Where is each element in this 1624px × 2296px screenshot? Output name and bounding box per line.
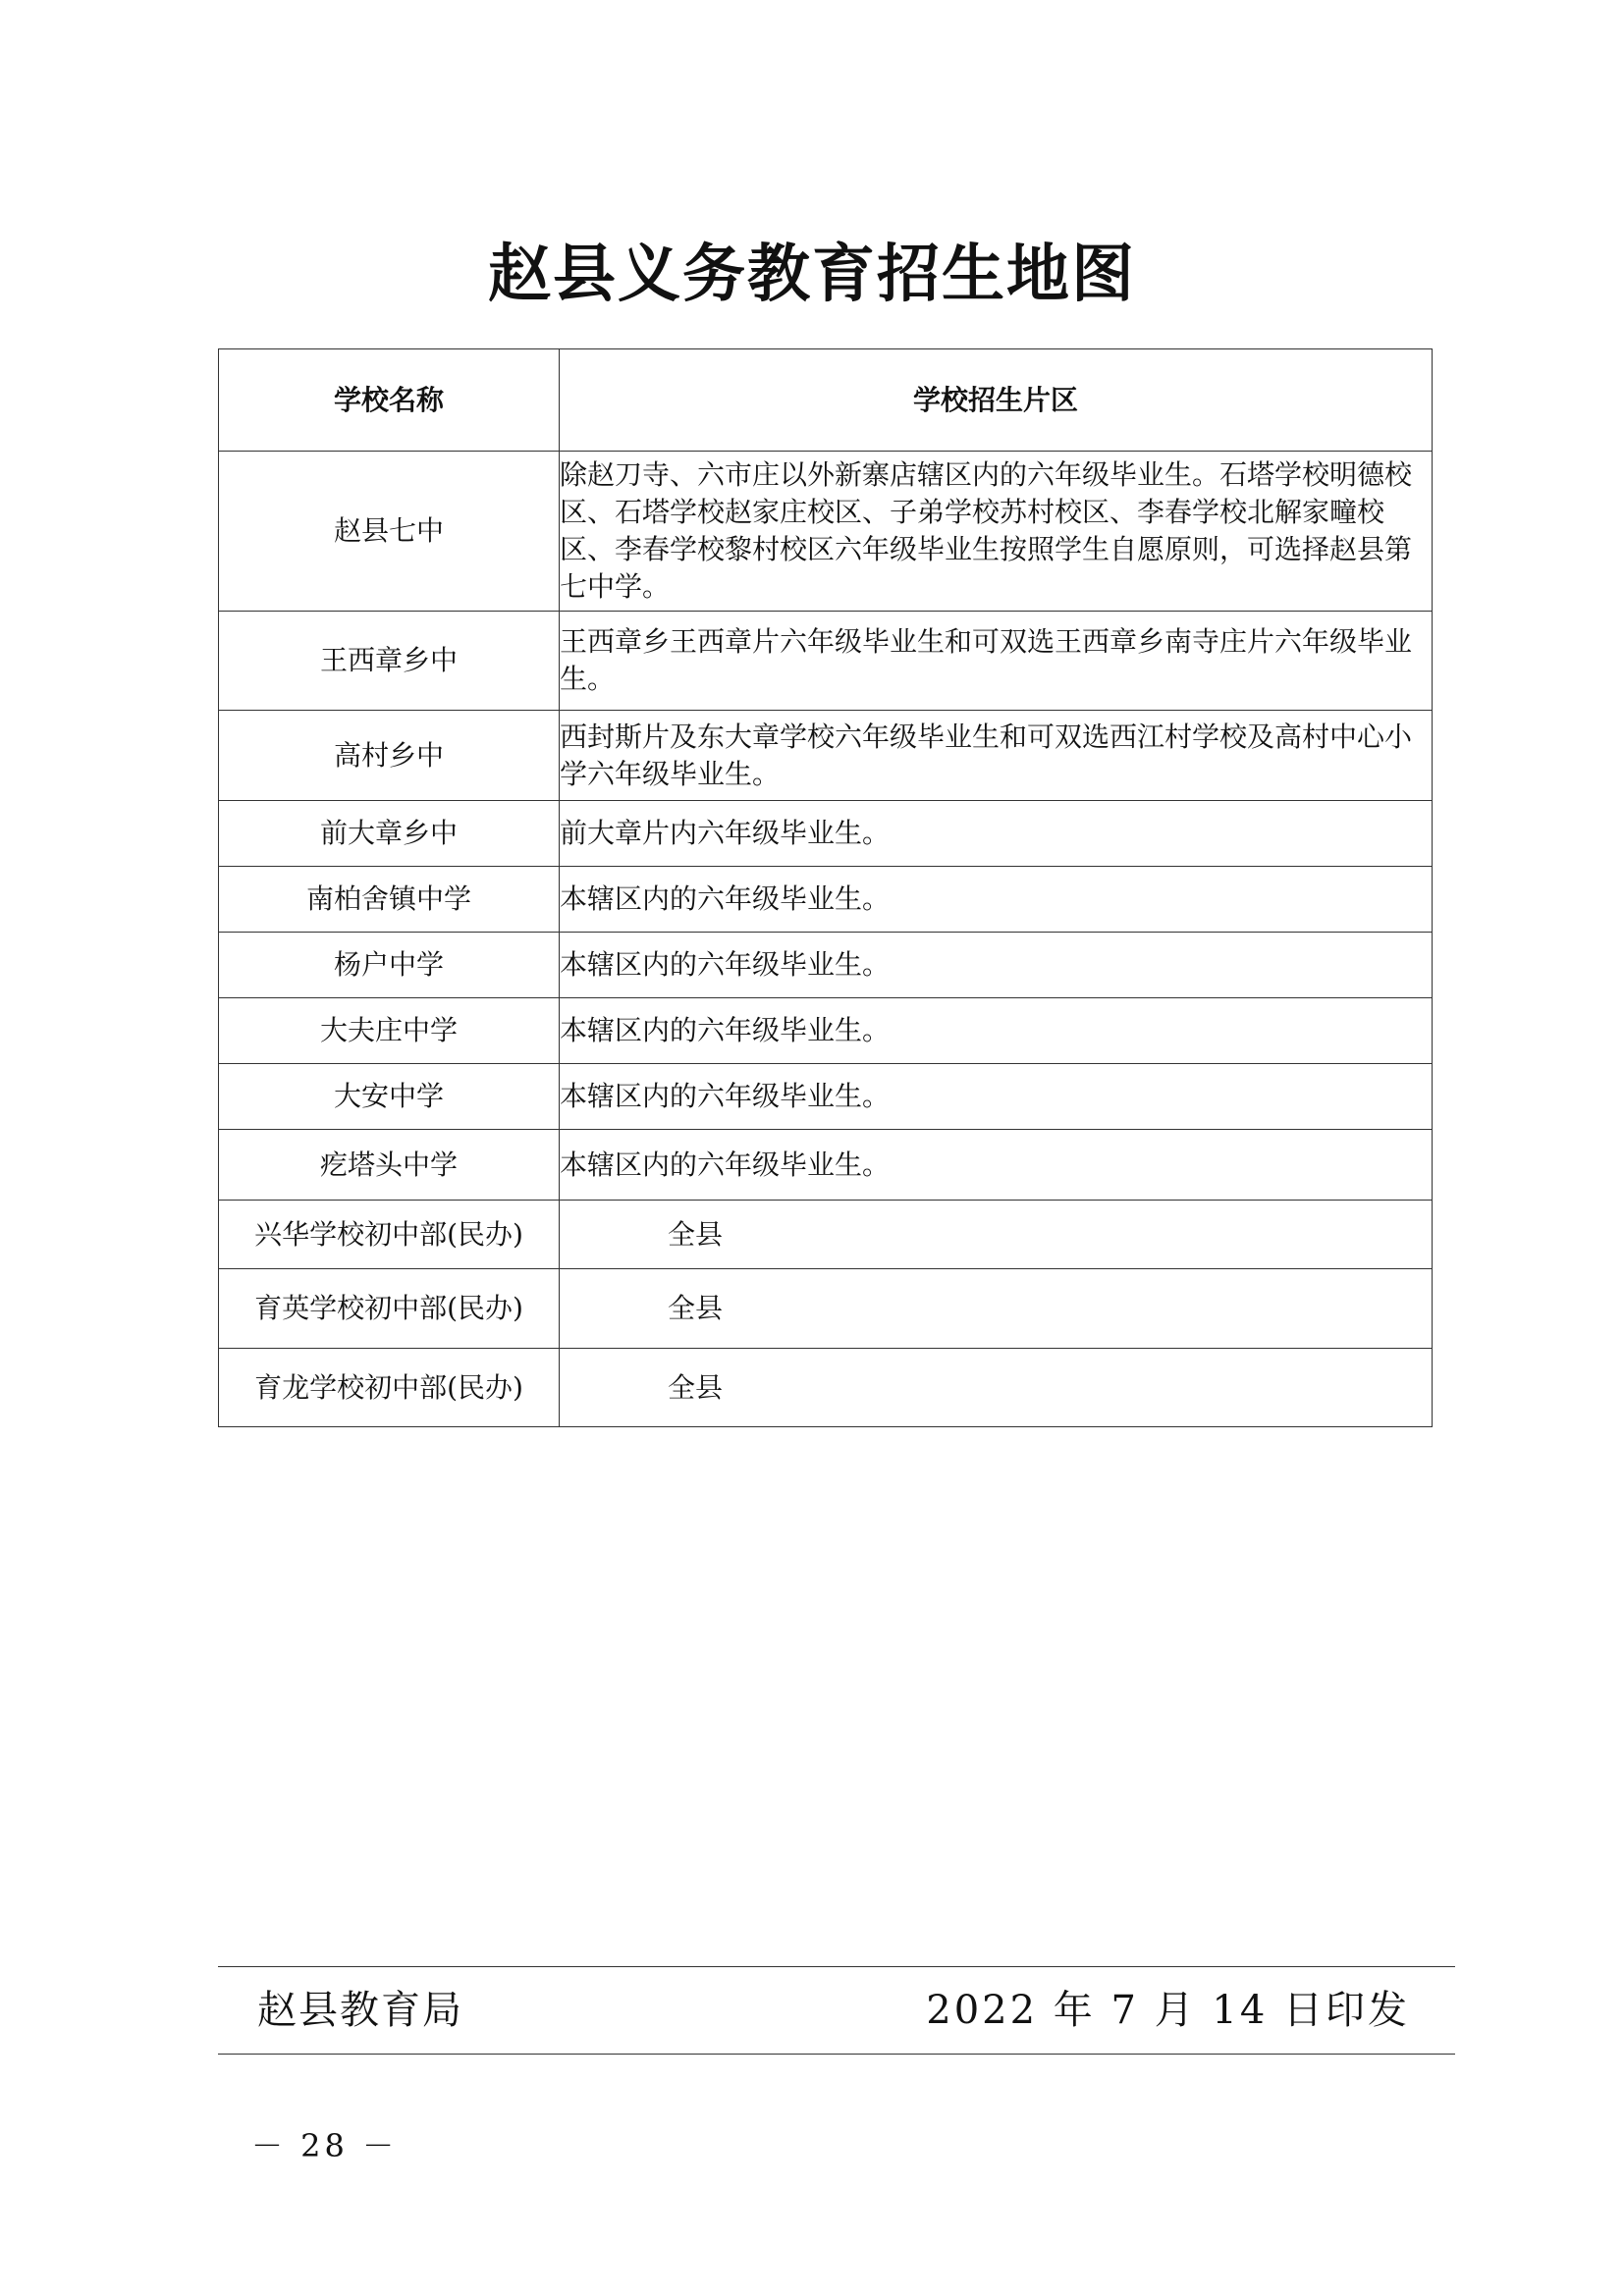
table-row [219,452,1433,612]
header-enrollment-zone: 学校招生片区 [560,349,1433,452]
school-name-cell: 杨户中学 [219,933,560,998]
footer-top-rule [218,1966,1455,1967]
zone-cell: 本辖区内的六年级毕业生。 [560,933,1433,998]
zone-cell: 西封斯片及东大章学校六年级毕业生和可双选西江村学校及高村中心小学六年级毕业生。 [560,711,1433,801]
table-row [219,1269,1433,1349]
issuer-name: 赵县教育局 [257,1988,463,2033]
zone-cell: 全县 [560,1201,1433,1269]
school-name-cell: 育英学校初中部(民办) [219,1269,560,1349]
school-name-cell: 赵县七中 [219,452,560,612]
table-row [219,867,1433,933]
school-name-cell: 南柏舍镇中学 [219,867,560,933]
zone-cell: 全县 [560,1269,1433,1349]
page-number: － 28 － [251,2127,399,2164]
table-row [219,612,1433,711]
school-name-cell: 兴华学校初中部(民办) [219,1201,560,1269]
issue-date: 2022 年 7 月 14 日印发 [926,1988,1410,2033]
table-row [219,1201,1433,1269]
zone-cell: 本辖区内的六年级毕业生。 [560,1130,1433,1201]
school-name-cell: 疙塔头中学 [219,1130,560,1201]
page-title: 赵县义务教育招生地图 [488,238,1136,311]
zone-cell: 除赵刀寺、六市庄以外新寨店辖区内的六年级毕业生。石塔学校明德校区、石塔学校赵家庄校区、子弟学校苏村校区、李春学校北解家疃校区、李春学校黎村校区六年级毕业生按照学生自愿原则，可选择赵县第七中学。 [560,452,1433,612]
table-row [219,998,1433,1064]
school-name-cell: 大夫庄中学 [219,998,560,1064]
school-name-cell: 王西章乡中 [219,612,560,711]
table-row [219,711,1433,801]
zone-cell: 王西章乡王西章片六年级毕业生和可双选王西章乡南寺庄片六年级毕业生。 [560,612,1433,711]
zone-cell: 前大章片内六年级毕业生。 [560,801,1433,867]
school-name-cell: 育龙学校初中部(民办) [219,1349,560,1427]
header-school-name: 学校名称 [219,349,560,452]
table-row [219,1064,1433,1130]
zone-cell: 本辖区内的六年级毕业生。 [560,998,1433,1064]
table-row [219,1130,1433,1201]
zone-cell: 全县 [560,1349,1433,1427]
school-name-cell: 大安中学 [219,1064,560,1130]
table-row [219,933,1433,998]
school-name-cell: 高村乡中 [219,711,560,801]
footer-bottom-rule [218,2054,1455,2055]
table-row [219,801,1433,867]
table-header-row [219,349,1433,452]
zone-cell: 本辖区内的六年级毕业生。 [560,1064,1433,1130]
school-name-cell: 前大章乡中 [219,801,560,867]
table-row [219,1349,1433,1427]
zone-cell: 本辖区内的六年级毕业生。 [560,867,1433,933]
enrollment-zone-table [218,348,1433,1427]
